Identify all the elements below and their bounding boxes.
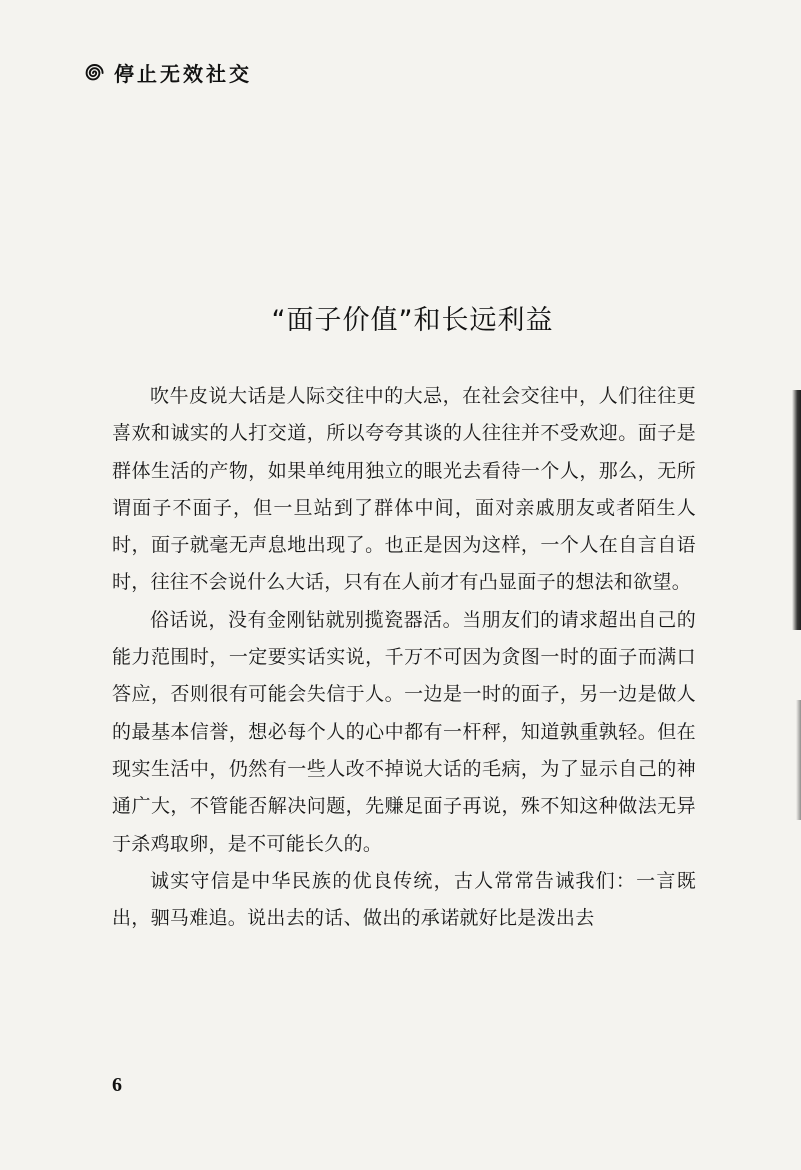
running-header [82,58,252,87]
paragraph-2: 俗话说，没有金刚钻就别揽瓷器活。当朋友们的请求超出自己的能力范围时，一定要实话实说，千万不可因为贪图一时的面子而满口答应，否则很有可能会失信于人。一边是一时的面子，另一边是做人的最基本信誉，想必每个人的心中都有一杆秤，知道孰重孰轻。但在现实生活中，仍然有一些人改不掉说大话的毛病，为了显示自己的神通广大，不管能否解决问题，先赚足面子再说，殊不知这种做法无异于杀鸡取卵，是不可能长久的。 [112,608,696,855]
scan-edge-shadow-lower [796,700,801,820]
scan-edge-shadow [792,390,801,630]
page-number: 6 [112,1074,122,1096]
spiral-icon [82,62,104,84]
running-title: 停止无效社交 [114,62,252,86]
body-text [112,378,696,937]
chapter-title: “面子价值”和长远利益 [271,305,554,336]
paragraph-1: 吹牛皮说大话是人际交往中的大忌，在社会交往中，人们往往更喜欢和诚实的人打交道，所以夸夸其谈的人往往并不受欢迎。面子是群体生活的产物，如果单纯用独立的眼光去看待一个人，那么，无所谓面子不面子，但一旦站到了群体中间，面对亲戚朋友或者陌生人时，面子就毫无声息地出现了。也正是因为这样，一个人在自言自语时，往往不会说什么大话，只有在人前才有凸显面子的想法和欲望。 [112,385,696,594]
paragraph-3: 诚实守信是中华民族的优良传统，古人常常告诫我们：一言既出，驷马难追。说出去的话、做出的承诺就好比是泼出去 [112,869,696,930]
